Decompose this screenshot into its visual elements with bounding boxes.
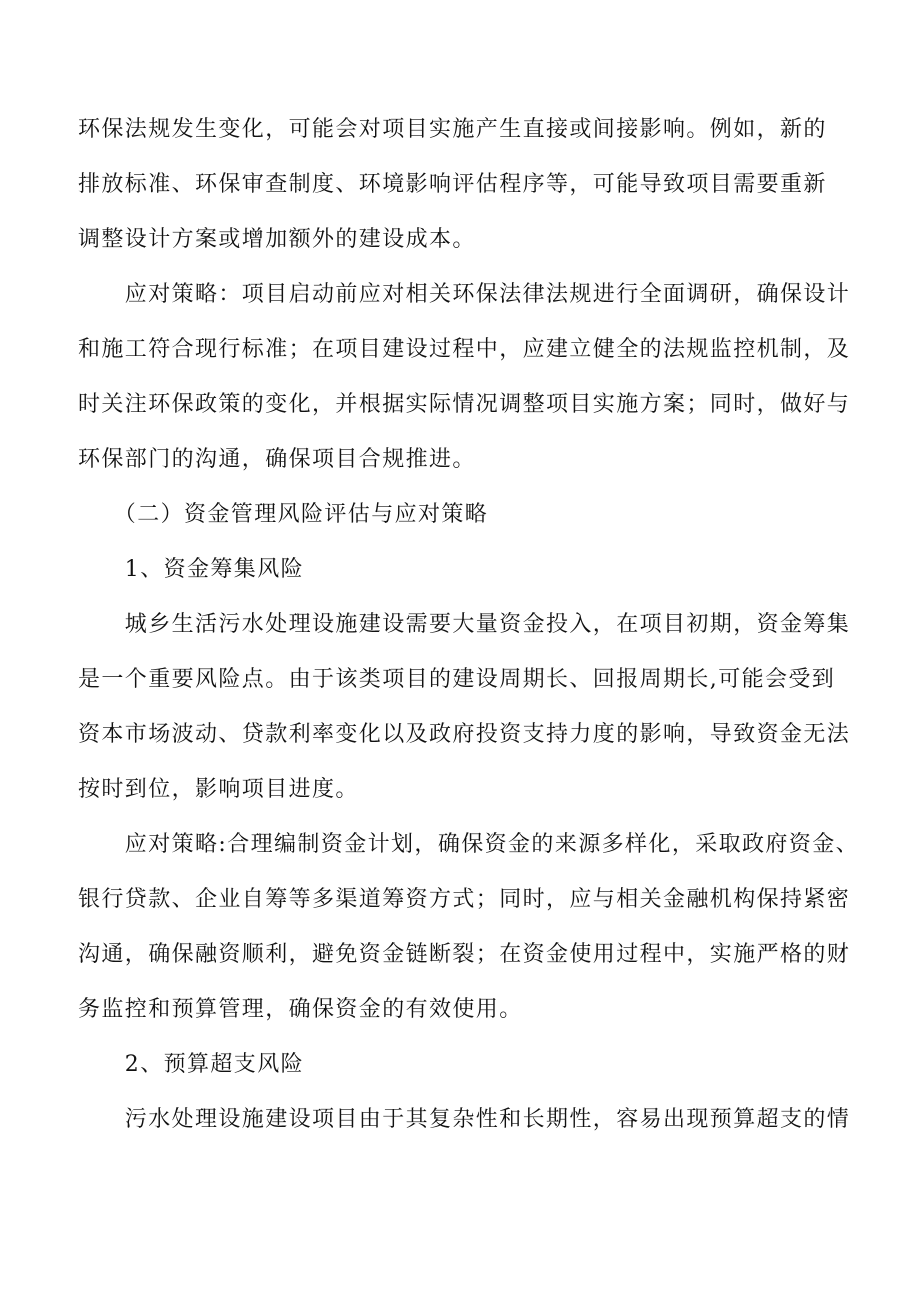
text-line: 1、资金筹集风险 (78, 557, 304, 582)
text-line: 资本市场波动、贷款利率变化以及政府投资支持力度的影响，导致资金无法 (78, 722, 851, 747)
text-line: 时关注环保政策的变化，并根据实际情况调整项目实施方案；同时，做好与 (78, 392, 851, 417)
text-line: （二）资金管理风险评估与应对策略 (78, 502, 489, 527)
section-heading (78, 1037, 848, 1092)
document-body (78, 102, 860, 1147)
text-line: 环保部门的沟通，确保项目合规推进。 (78, 447, 476, 472)
text-line: 和施工符合现行标准；在项目建设过程中，应建立健全的法规监控机制，及 (78, 337, 851, 362)
section-heading (78, 487, 848, 542)
text-line: 2、预算超支风险 (78, 1052, 304, 1077)
text-line: 应对策略:合理编制资金计划，确保资金的来源多样化，采取政府资金、 (78, 832, 860, 857)
text-line: 务监控和预算管理，确保资金的有效使用。 (78, 997, 523, 1022)
text-line: 沟通，确保融资顺利，避免资金链断裂；在资金使用过程中，实施严格的财 (78, 942, 851, 967)
text-line: 环保法规发生变化，可能会对项目实施产生直接或间接影响。例如，新的 (78, 117, 827, 142)
section-heading (78, 542, 848, 597)
body-paragraph (78, 102, 848, 267)
text-line: 是一个重要风险点。由于该类项目的建设周期长、回报周期长,可能会受到 (78, 667, 836, 692)
text-line: 按时到位，影响项目进度。 (78, 777, 359, 802)
text-line: 排放标准、环保审查制度、环境影响评估程序等，可能导致项目需要重新 (78, 172, 827, 197)
text-line: 污水处理设施建设项目由于其复杂性和长期性，容易出现预算超支的情 (78, 1107, 851, 1132)
text-line: 银行贷款、企业自筹等多渠道筹资方式；同时，应与相关金融机构保持紧密 (78, 887, 851, 912)
text-line: 城乡生活污水处理设施建设需要大量资金投入，在项目初期，资金筹集 (78, 612, 851, 637)
body-paragraph (78, 1092, 851, 1147)
text-line: 应对策略：项目启动前应对相关环保法律法规进行全面调研，确保设计 (78, 282, 851, 307)
text-line: 调整设计方案或增加额外的建设成本。 (78, 227, 476, 252)
body-paragraph (78, 597, 851, 817)
body-paragraph (78, 267, 851, 487)
body-paragraph (78, 817, 860, 1037)
